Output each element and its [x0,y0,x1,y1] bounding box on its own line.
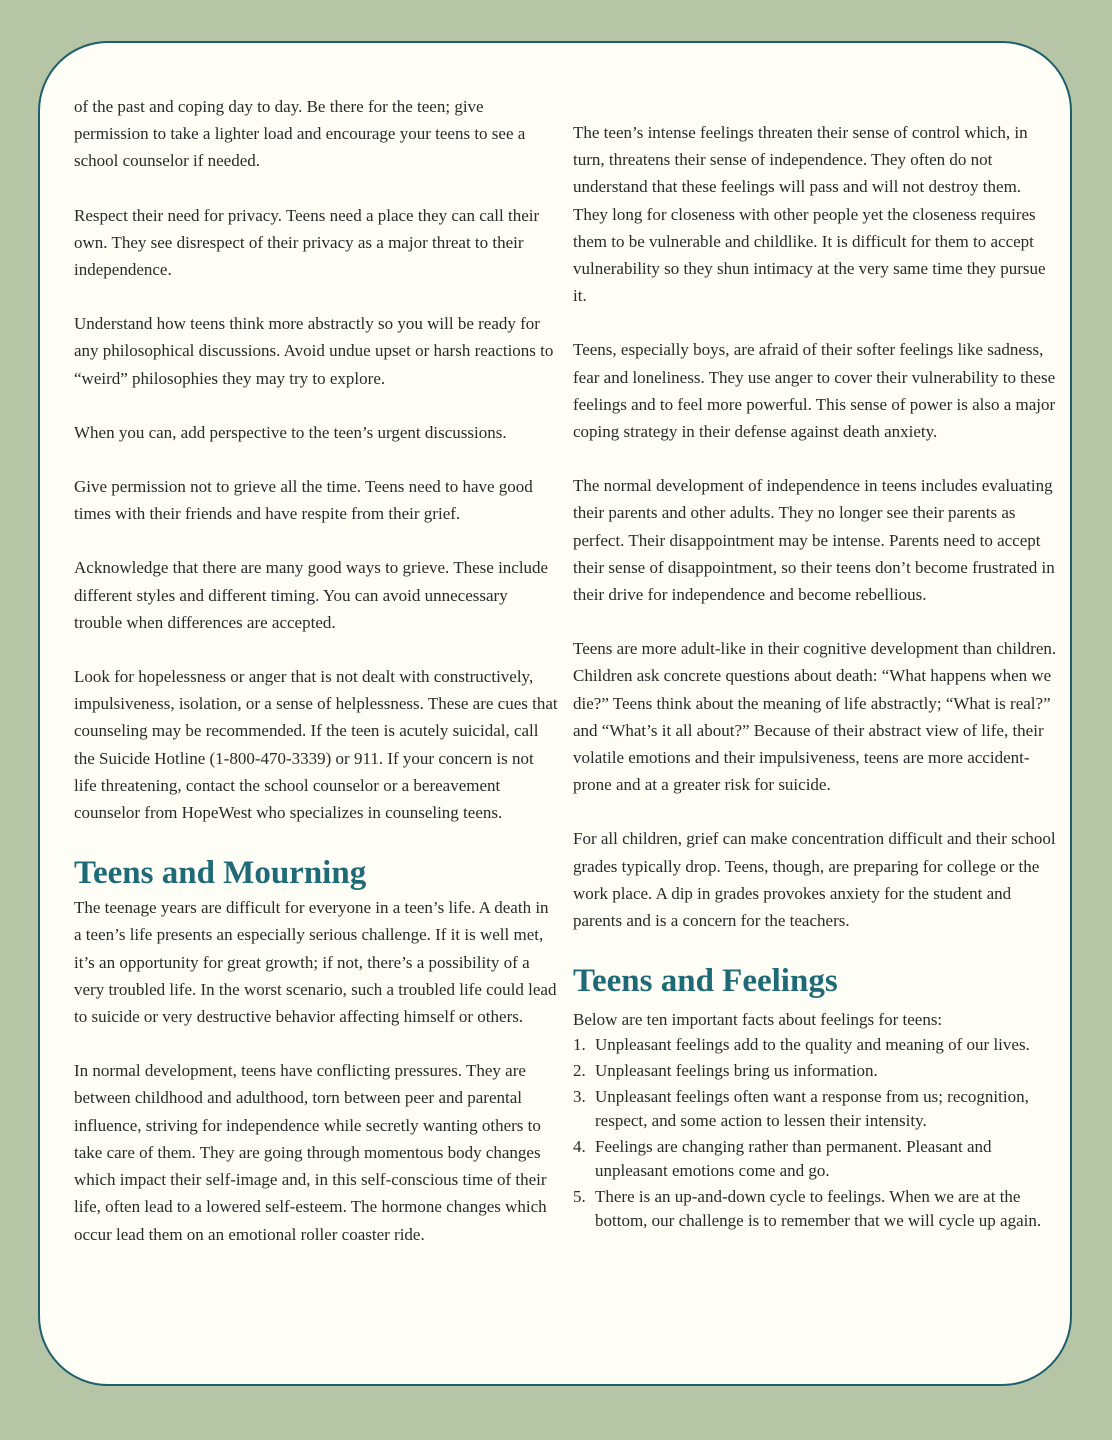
paragraph: The teen’s intense feelings threaten their sense of control which, in turn, threatens their sense of independence. They often do not understand that these feelings will pass and will not destroy them. They long for closeness with other people yet the closeness requires them to be vulnerable and childlike. It is difficult for them to accept vulnerability so they shun intimacy at the very same time they pursue it. [573,123,1046,306]
list-item-text: There is an up-and-down cycle to feelings. When we are at the bottom, our challenge is to remember that we will cycle up again. [595,1187,1042,1231]
paragraph: Teens are more adult-like in their cognitive development than children. Children ask concrete questions about death: “What happens when we die?” Teens think about the meaning of life abstractly; “What is real?” and “What’s it all about?” Because of their abstract view of life, their volatile emotions and their impulsiveness, teens are more accident-prone and at a greater risk for suicide. [573,639,1057,795]
paragraph: of the past and coping day to day. Be there for the teen; give permission to take a lighter load and encourage your teens to see a school counselor if needed. [74,97,526,171]
list-item-text: Unpleasant feelings bring us information. [595,1061,878,1081]
paragraph: When you can, add perspective to the teen’s urgent discussions. [74,422,507,442]
paragraph: Acknowledge that there are many good ways to grieve. These include different styles and different timing. You can avoid unnecessary trouble when differences are accepted. [74,558,549,632]
section-heading-teens-and-mourning: Teens and Mourning [74,855,367,892]
list-item-text: Feelings are changing rather than permanent. Pleasant and unpleasant emotions come and go. [595,1136,992,1181]
paragraph: Look for hopelessness or anger that is not dealt with constructively, impulsiveness, isolation, or a sense of helplessness. These are cues that counseling may be recommended. If the teen is acutely suicidal, call the Suicide Hotline (1-800-470-3339) or 911. If your concern is not life threatening, contact the school counselor or a bereavement counselor from HopeWest who specializes in counseling teens. [74,667,558,823]
list-number: 4. [573,1136,586,1156]
paragraph: Respect their need for privacy. Teens need a place they can call their own. They see disrespect of their privacy as a major threat to their independence. [74,205,540,280]
feelings-list [573,1033,1058,1233]
feelings-intro: Below are ten important facts about feelings for teens: [573,1010,943,1030]
list-number: 3. [573,1086,586,1106]
paragraph: The normal development of independence in teens includes evaluating their parents and other adults. They no longer see their parents as perfect. Their disappointment may be intense. Parents need to accept their sense of disappointment, so their teens don’t become frustrated in their drive for independence and become rebellious. [573,476,1055,605]
content-panel [38,41,1072,1386]
list-item [573,1085,1058,1134]
paragraph: Understand how teens think more abstractly so you will be ready for any philosophical discussions. Avoid undue upset or harsh reactions to “weird” philosophies they may try to explore. [74,314,554,388]
left-column [74,93,558,1275]
paragraph: The teenage years are difficult for everyone in a teen’s life. A death in a teen’s life presents an especially serious challenge. If it is well met, it’s an opportunity for great growth; if not, there’s a possibility of a very troubled life. In the worst scenario, such a troubled life could lead to suicide or very destructive behavior affecting himself or others. [74,898,557,1027]
list-number: 5. [573,1187,586,1207]
list-item-text: Unpleasant feelings often want a response from us; recognition, respect, and some action to lessen their intensity. [595,1086,1029,1131]
right-column [573,119,1058,1235]
list-number: 2. [573,1061,586,1081]
list-item [573,1135,1058,1184]
paragraph: In normal development, teens have conflicting pressures. They are between childhood and adulthood, torn between peer and parental influence, striving for independence while secretly wanting others to take care of them. They are going through momentous body changes which impact their self-image and, in this self-conscious time of their life, often lead to a lowered self-esteem. The hormone changes which occur lead them on an emotional roller coaster ride. [74,1061,547,1244]
list-item [573,1185,1058,1234]
list-item-text: Unpleasant feelings add to the quality and meaning of our lives. [595,1035,1030,1055]
list-item [573,1059,1058,1083]
paragraph: Give permission not to grieve all the time. Teens need to have good times with their friends and have respite from their grief. [74,477,533,524]
section-heading-teens-and-feelings: Teens and Feelings [573,963,838,1000]
paragraph: For all children, grief can make concentration difficult and their school grades typically drop. Teens, though, are preparing for college or the work place. A dip in grades provokes anxiety for the student and parents and is a concern for the teachers. [573,829,1056,931]
list-item [573,1033,1058,1057]
paragraph: Teens, especially boys, are afraid of their softer feelings like sadness, fear and loneliness. They use anger to cover their vulnerability to these feelings and to feel more powerful. This sense of power is also a major coping strategy in their defense against death anxiety. [573,340,1056,442]
list-number: 1. [573,1035,586,1055]
